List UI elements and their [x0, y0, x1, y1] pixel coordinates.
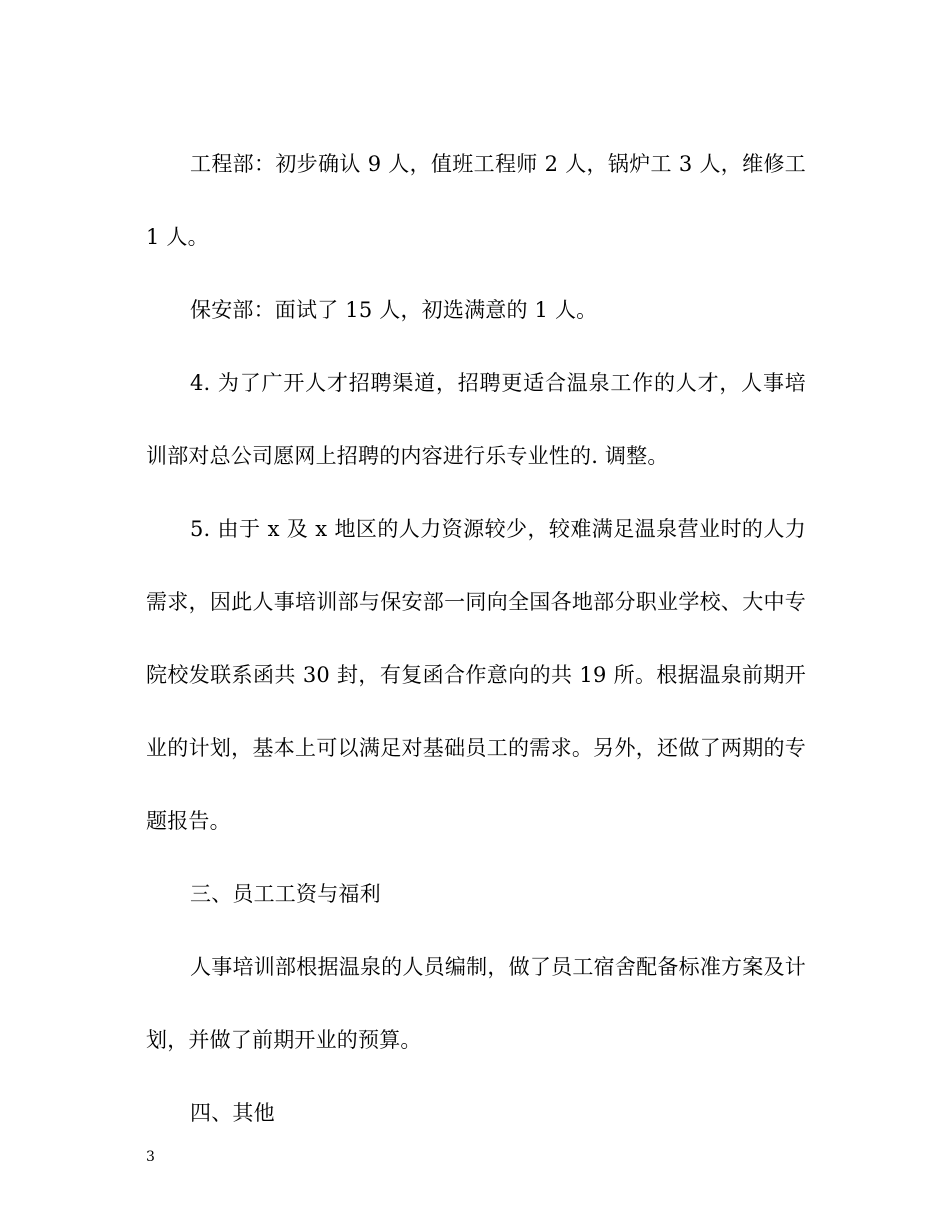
- section-heading-4: 四、其他: [190, 1101, 275, 1125]
- paragraph-wages-benefits: 人事培训部根据温泉的人员编制，做了员工宿舍配备标准方案及计划，并做了前期开业的预算。: [146, 955, 806, 1052]
- paragraph-security: 保安部：面试了 15 人，初选满意的 1 人。: [190, 298, 598, 322]
- paragraph-item-5: 5. 由于 x 及 x 地区的人力资源较少，较难满足温泉营业时的人力需求，因此人事培训部与保安部一同向全国各地部分职业学校、大中专院校发联系函共 30 封，有复函合作意向的共 19 所。根据温泉前期开业的计划，基本上可以满足对基础员工的需求。另外，还做了两期的专题报告。: [146, 517, 806, 833]
- page-number: 3: [146, 1149, 155, 1165]
- section-heading-3: 三、员工工资与福利: [190, 882, 381, 906]
- paragraph-engineering: 工程部：初步确认 9 人，值班工程师 2 人，锅炉工 3 人，维修工 1 人。: [146, 152, 806, 249]
- paragraph-item-4: 4. 为了广开人才招聘渠道，招聘更适合温泉工作的人才，人事培训部对总公司愿网上招聘的内容进行乐专业性的. 调整。: [146, 371, 806, 468]
- document-body: [146, 128, 806, 1150]
